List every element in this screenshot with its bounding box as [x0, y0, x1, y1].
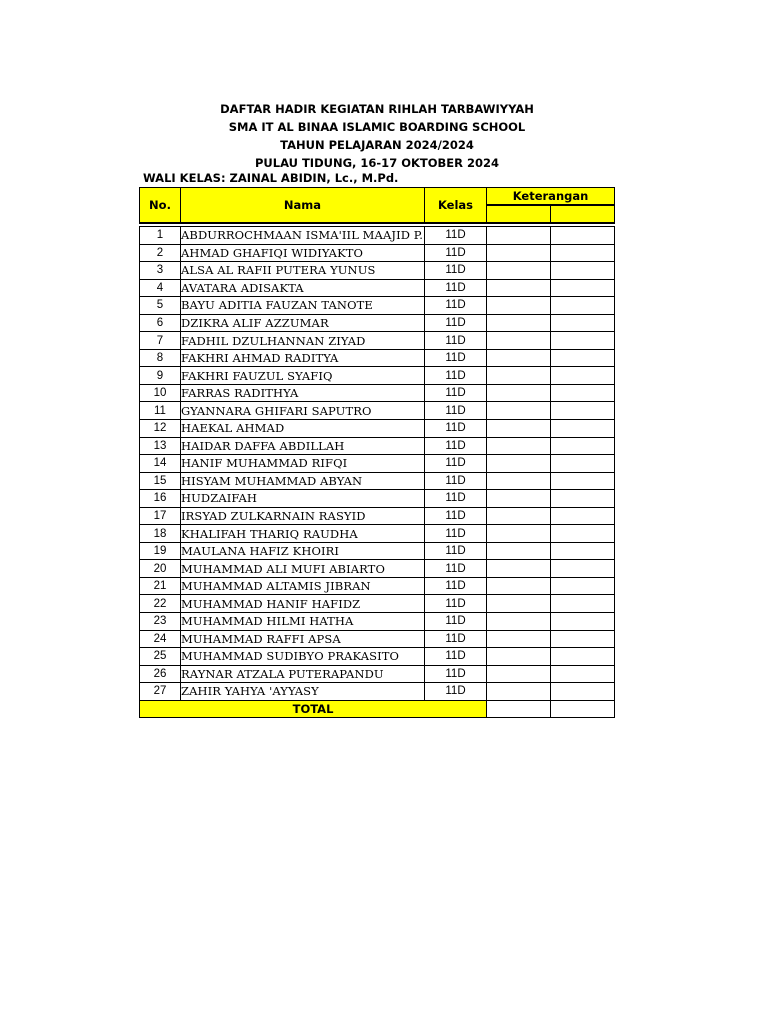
row-number: 20	[140, 560, 181, 578]
row-number: 3	[140, 262, 181, 280]
row-name: FARRAS RADITHYA	[181, 384, 425, 402]
row-keterangan-2	[551, 665, 615, 683]
table-row	[140, 314, 615, 332]
row-keterangan-2	[551, 227, 615, 245]
row-number: 5	[140, 297, 181, 315]
row-name: RAYNAR ATZALA PUTERAPANDU	[181, 665, 425, 683]
row-keterangan-1	[487, 683, 551, 701]
row-keterangan-1	[487, 595, 551, 613]
row-keterangan-1	[487, 455, 551, 473]
row-keterangan-2	[551, 683, 615, 701]
row-keterangan-1	[487, 507, 551, 525]
row-number: 27	[140, 683, 181, 701]
row-class: 11D	[425, 402, 487, 420]
row-number: 10	[140, 384, 181, 402]
wali-kelas-label: WALI KELAS: ZAINAL ABIDIN, Lc., M.Pd.	[143, 171, 399, 185]
table-row	[140, 402, 615, 420]
row-keterangan-2	[551, 542, 615, 560]
row-class: 11D	[425, 577, 487, 595]
row-keterangan-1	[487, 490, 551, 508]
row-name: MUHAMMAD HILMI HATHA	[181, 613, 425, 631]
table-row	[140, 542, 615, 560]
row-class: 11D	[425, 279, 487, 297]
row-keterangan-2	[551, 507, 615, 525]
table-row	[140, 384, 615, 402]
row-number: 17	[140, 507, 181, 525]
row-keterangan-2	[551, 455, 615, 473]
row-keterangan-2	[551, 402, 615, 420]
row-class: 11D	[425, 665, 487, 683]
row-keterangan-1	[487, 279, 551, 297]
row-class: 11D	[425, 542, 487, 560]
row-keterangan-2	[551, 349, 615, 367]
row-number: 7	[140, 332, 181, 350]
row-keterangan-2	[551, 630, 615, 648]
row-class: 11D	[425, 227, 487, 245]
row-name: ZAHIR YAHYA 'AYYASY	[181, 683, 425, 701]
header-nama: Nama	[181, 188, 425, 224]
row-class: 11D	[425, 367, 487, 385]
row-name: BAYU ADITIA FAUZAN TANOTE	[181, 297, 425, 315]
header-kelas: Kelas	[425, 188, 487, 224]
row-number: 23	[140, 613, 181, 631]
row-class: 11D	[425, 349, 487, 367]
row-keterangan-1	[487, 367, 551, 385]
table-row	[140, 332, 615, 350]
row-number: 18	[140, 525, 181, 543]
header-keterangan-sub-1	[487, 205, 551, 223]
row-name: IRSYAD ZULKARNAIN RASYID	[181, 507, 425, 525]
row-name: MUHAMMAD ALTAMIS JIBRAN	[181, 577, 425, 595]
title-line-2: SMA IT AL BINAA ISLAMIC BOARDING SCHOOL	[228, 120, 526, 134]
row-class: 11D	[425, 244, 487, 262]
row-class: 11D	[425, 595, 487, 613]
row-name: ALSA AL RAFII PUTERA YUNUS	[181, 262, 425, 280]
row-number: 6	[140, 314, 181, 332]
row-keterangan-1	[487, 244, 551, 262]
attendance-table	[139, 187, 615, 718]
row-name: KHALIFAH THARIQ RAUDHA	[181, 525, 425, 543]
title-line-1: DAFTAR HADIR KEGIATAN RIHLAH TARBAWIYYAH	[220, 102, 534, 116]
row-keterangan-1	[487, 314, 551, 332]
row-keterangan-2	[551, 384, 615, 402]
row-number: 19	[140, 542, 181, 560]
table-row	[140, 455, 615, 473]
table-row	[140, 227, 615, 245]
row-class: 11D	[425, 297, 487, 315]
table-row	[140, 613, 615, 631]
table-row	[140, 595, 615, 613]
row-name: DZIKRA ALIF AZZUMAR	[181, 314, 425, 332]
row-keterangan-2	[551, 525, 615, 543]
header-keterangan: Keterangan	[487, 188, 615, 206]
row-keterangan-2	[551, 244, 615, 262]
table-row	[140, 472, 615, 490]
row-name: MUHAMMAD HANIF HAFIDZ	[181, 595, 425, 613]
table-row	[140, 507, 615, 525]
row-class: 11D	[425, 648, 487, 666]
row-keterangan-1	[487, 227, 551, 245]
row-keterangan-2	[551, 367, 615, 385]
row-class: 11D	[425, 507, 487, 525]
row-class: 11D	[425, 314, 487, 332]
row-class: 11D	[425, 455, 487, 473]
row-keterangan-2	[551, 262, 615, 280]
row-class: 11D	[425, 560, 487, 578]
total-cell-1	[487, 700, 551, 717]
row-number: 8	[140, 349, 181, 367]
row-name: MUHAMMAD ALI MUFI ABIARTO	[181, 560, 425, 578]
row-keterangan-1	[487, 297, 551, 315]
row-class: 11D	[425, 262, 487, 280]
total-cell-2	[551, 700, 615, 717]
row-name: AHMAD GHAFIQI WIDIYAKTO	[181, 244, 425, 262]
row-keterangan-1	[487, 525, 551, 543]
row-class: 11D	[425, 490, 487, 508]
row-name: HISYAM MUHAMMAD ABYAN	[181, 472, 425, 490]
table-row	[140, 349, 615, 367]
table-row	[140, 683, 615, 701]
row-number: 15	[140, 472, 181, 490]
row-name: FADHIL DZULHANNAN ZIYAD	[181, 332, 425, 350]
row-number: 25	[140, 648, 181, 666]
table-row	[140, 630, 615, 648]
row-number: 1	[140, 227, 181, 245]
table-row	[140, 420, 615, 438]
row-name: MUHAMMAD RAFFI APSA	[181, 630, 425, 648]
row-name: HAIDAR DAFFA ABDILLAH	[181, 437, 425, 455]
header-no: No.	[140, 188, 181, 224]
row-name: MAULANA HAFIZ KHOIRI	[181, 542, 425, 560]
row-keterangan-2	[551, 297, 615, 315]
row-number: 4	[140, 279, 181, 297]
row-keterangan-1	[487, 262, 551, 280]
total-label: TOTAL	[140, 700, 487, 717]
row-keterangan-1	[487, 332, 551, 350]
row-keterangan-1	[487, 349, 551, 367]
row-keterangan-1	[487, 384, 551, 402]
title-line-3: TAHUN PELAJARAN 2024/2024	[280, 138, 474, 152]
row-keterangan-2	[551, 490, 615, 508]
row-keterangan-2	[551, 560, 615, 578]
row-name: MUHAMMAD SUDIBYO PRAKASITO	[181, 648, 425, 666]
row-keterangan-2	[551, 472, 615, 490]
table-row	[140, 490, 615, 508]
row-keterangan-2	[551, 648, 615, 666]
row-keterangan-2	[551, 332, 615, 350]
row-class: 11D	[425, 683, 487, 701]
header-keterangan-sub-2	[551, 205, 615, 223]
row-class: 11D	[425, 525, 487, 543]
row-number: 11	[140, 402, 181, 420]
row-number: 2	[140, 244, 181, 262]
row-name: HUDZAIFAH	[181, 490, 425, 508]
row-class: 11D	[425, 472, 487, 490]
table-row	[140, 262, 615, 280]
row-number: 14	[140, 455, 181, 473]
row-number: 9	[140, 367, 181, 385]
row-keterangan-1	[487, 420, 551, 438]
row-class: 11D	[425, 630, 487, 648]
row-keterangan-2	[551, 613, 615, 631]
row-keterangan-1	[487, 665, 551, 683]
title-line-4: PULAU TIDUNG, 16-17 OKTOBER 2024	[254, 156, 499, 170]
row-class: 11D	[425, 384, 487, 402]
row-keterangan-2	[551, 577, 615, 595]
table-row	[140, 367, 615, 385]
row-keterangan-2	[551, 420, 615, 438]
row-keterangan-1	[487, 402, 551, 420]
row-name: ABDURROCHMAAN ISMA'IIL MAAJID P.	[181, 228, 424, 243]
table-row	[140, 244, 615, 262]
row-name: GYANNARA GHIFARI SAPUTRO	[181, 402, 425, 420]
table-row	[140, 437, 615, 455]
row-class: 11D	[425, 437, 487, 455]
row-class: 11D	[425, 613, 487, 631]
row-name: FAKHRI FAUZUL SYAFIQ	[181, 367, 425, 385]
row-class: 11D	[425, 420, 487, 438]
row-number: 12	[140, 420, 181, 438]
table-row	[140, 560, 615, 578]
row-keterangan-2	[551, 595, 615, 613]
row-number: 24	[140, 630, 181, 648]
row-name: HANIF MUHAMMAD RIFQI	[181, 455, 425, 473]
row-keterangan-1	[487, 542, 551, 560]
table-row	[140, 525, 615, 543]
row-number: 26	[140, 665, 181, 683]
total-row	[140, 700, 615, 717]
row-keterangan-1	[487, 560, 551, 578]
row-name: AVATARA ADISAKTA	[181, 279, 425, 297]
row-keterangan-1	[487, 613, 551, 631]
row-number: 13	[140, 437, 181, 455]
row-number: 22	[140, 595, 181, 613]
table-row	[140, 279, 615, 297]
row-name: FAKHRI AHMAD RADITYA	[181, 349, 425, 367]
table-row	[140, 648, 615, 666]
table-row	[140, 297, 615, 315]
row-keterangan-1	[487, 472, 551, 490]
table-row	[140, 665, 615, 683]
row-keterangan-1	[487, 437, 551, 455]
table-row	[140, 577, 615, 595]
row-class: 11D	[425, 332, 487, 350]
row-keterangan-1	[487, 630, 551, 648]
row-number: 21	[140, 577, 181, 595]
row-keterangan-2	[551, 437, 615, 455]
row-keterangan-1	[487, 648, 551, 666]
row-keterangan-2	[551, 314, 615, 332]
document-title	[140, 100, 614, 172]
row-number: 16	[140, 490, 181, 508]
row-name: HAEKAL AHMAD	[181, 420, 425, 438]
row-keterangan-1	[487, 577, 551, 595]
row-keterangan-2	[551, 279, 615, 297]
